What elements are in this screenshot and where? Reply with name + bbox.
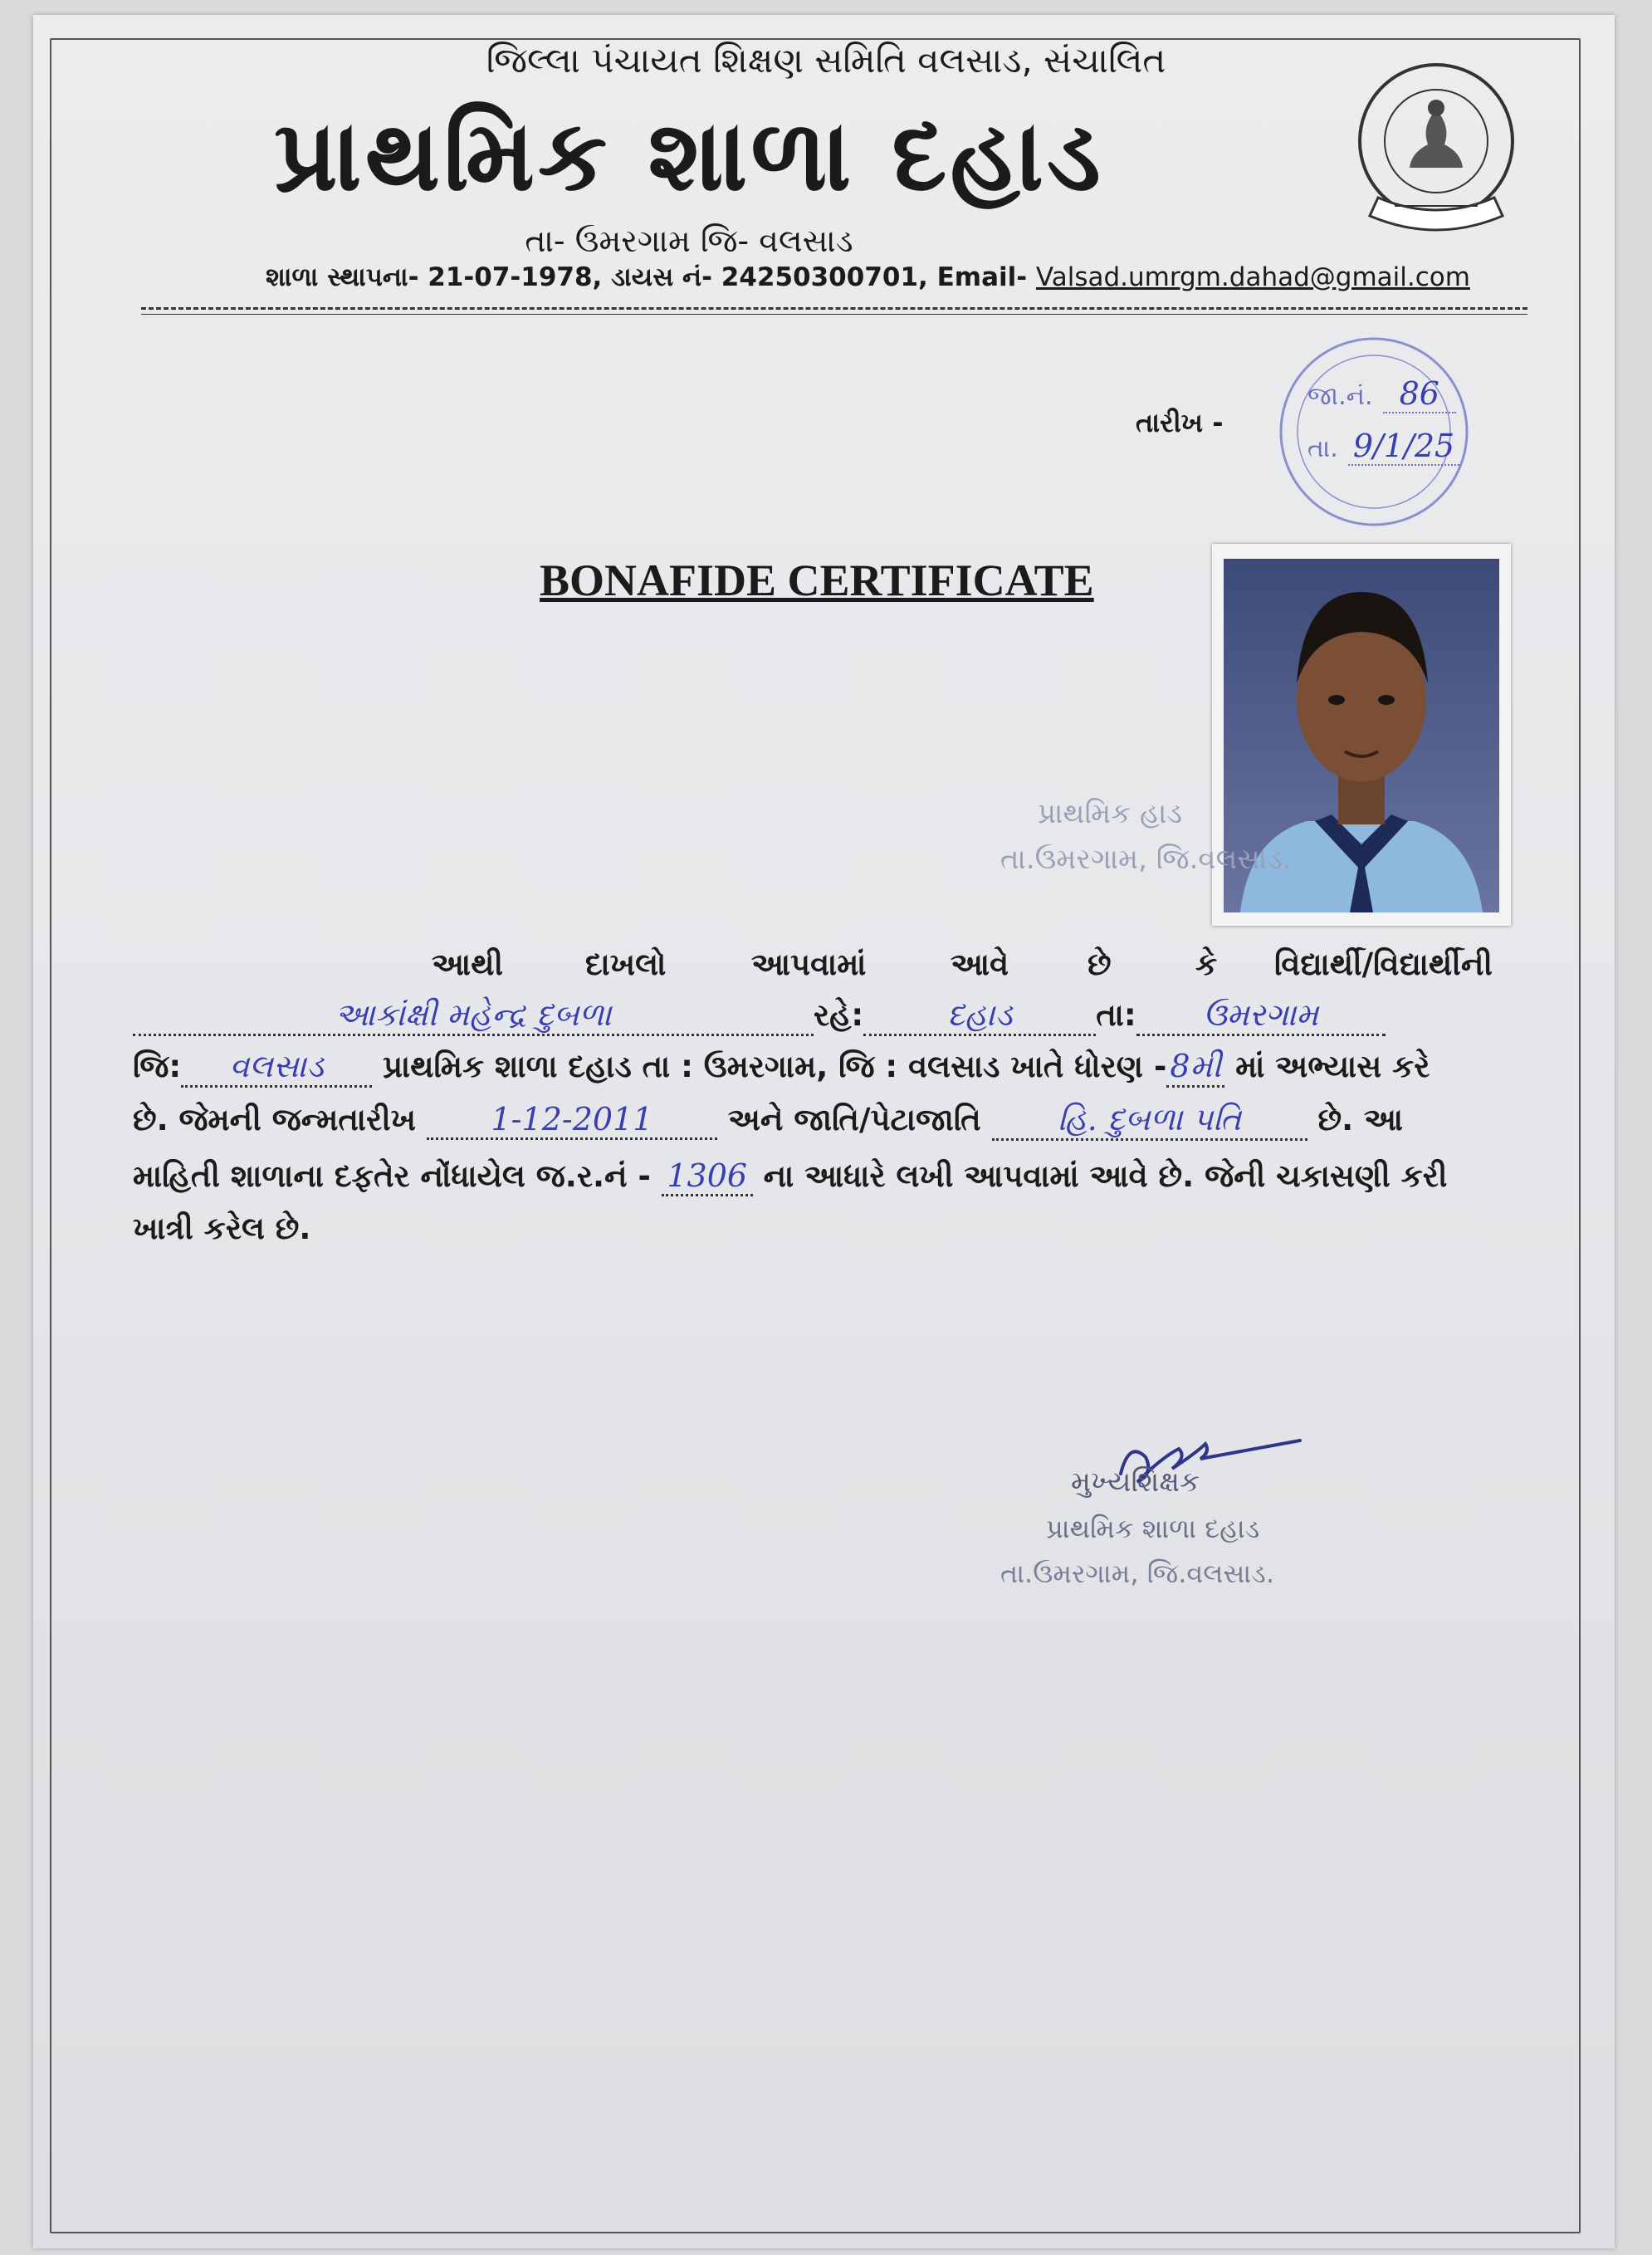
signature-school: પ્રાથમિક શાળા દહાડ <box>1046 1513 1260 1544</box>
school-email: Valsad.umrgm.dahad@gmail.com <box>1035 262 1470 292</box>
inward-number-value: 86 <box>1383 375 1456 413</box>
final-line: ખાત્રી કરેલ છે. <box>133 1211 311 1246</box>
gr-number: 1306 <box>667 1157 748 1194</box>
faded-stamp-line1: પ્રાથમિક હાડ <box>1038 797 1183 830</box>
dob-prefix: છે. જેમની જન્મતારીખ <box>133 1102 417 1137</box>
standard: 8મી <box>1170 1048 1222 1084</box>
taluka: ઉમરગામ <box>1203 996 1319 1033</box>
inward-number-label: જા.નં. <box>1307 382 1373 411</box>
inward-date <box>1307 428 1459 464</box>
taluka-field <box>1136 996 1386 1036</box>
taluka-label: તા: <box>1096 997 1136 1033</box>
body-word: કે <box>1195 947 1218 982</box>
caste-suffix: છે. આ <box>1317 1102 1404 1137</box>
body-line-5 <box>133 1157 1536 1196</box>
header-divider-thin <box>141 314 1527 315</box>
district: વલસાડ <box>229 1048 324 1084</box>
school-text: પ્રાથમિક શાળા દહાડ તા : ઉમરગામ, જિ : વલસાડ ખાતે ધોરણ - <box>383 1049 1167 1084</box>
study-text: માં અભ્યાસ કરે <box>1235 1049 1430 1084</box>
body-word: આવે <box>951 947 1009 982</box>
inward-date-label: તા. <box>1307 434 1338 463</box>
body-line-2 <box>133 996 1536 1036</box>
body-line-6 <box>133 1211 1536 1247</box>
student-name: આકાંક્ષી મહેન્દ્ર દુબળા <box>335 996 612 1033</box>
caste-field <box>992 1101 1307 1141</box>
body-word: વિદ્યાર્થી/વિદ્યાર્થીની <box>1274 947 1493 982</box>
signature-taluka: તા.ઉમરગામ, જિ.વલસાડ. <box>1000 1558 1274 1589</box>
school-details-text: શાળા સ્થાપના- 21-07-1978, ડાયસ નં- 24250300701, Email- <box>266 262 1036 292</box>
header-divider <box>141 307 1527 310</box>
body-line-4 <box>133 1101 1536 1141</box>
district-field <box>181 1048 372 1088</box>
school-seal-logo <box>1345 58 1527 241</box>
reside-label: રહે: <box>814 997 864 1033</box>
body-word: છે <box>1087 947 1112 982</box>
caste-label: અને જાતિ/પેટાજાતિ <box>727 1102 981 1137</box>
body-word: આપવામાં <box>751 947 867 982</box>
dob: 1-12-2011 <box>491 1101 653 1137</box>
header-managing-body: જિલ્લા પંચાયત શિક્ષણ સમિતિ વલસાડ, સંચાલિત <box>486 40 1166 81</box>
inward-date-value: 9/1/25 <box>1348 428 1459 466</box>
gr-number-field <box>662 1157 753 1196</box>
school-details <box>266 262 1470 293</box>
record-prefix: માહિતી શાળાના દફતેર નોંધાયેલ જ.ર.નં - <box>133 1158 651 1194</box>
student-name-field <box>133 996 814 1036</box>
school-name: પ્રાથમિક શાળા દહાડ <box>274 98 1104 213</box>
certificate-title: BONAFIDE CERTIFICATE <box>540 555 1094 605</box>
inward-number <box>1307 375 1456 412</box>
body-word: દાખલો <box>585 947 667 982</box>
dob-field <box>427 1101 717 1140</box>
village: દહાડ <box>947 996 1013 1033</box>
school-address: તા- ઉમરગામ જિ- વલસાડ <box>525 223 853 259</box>
faded-stamp-line2: તા.ઉમરગામ, જિ.વલસાડ. <box>1000 843 1292 876</box>
record-suffix: ના આધારે લખી આપવામાં આવે છે. જેની ચકાસણી કરી <box>763 1158 1448 1194</box>
village-field <box>863 996 1096 1036</box>
signature-title: મુખ્યશિક્ષક <box>1071 1465 1200 1499</box>
standard-field <box>1166 1048 1224 1088</box>
date-label: તારીખ - <box>1136 407 1224 438</box>
body-word: આથી <box>432 947 504 982</box>
district-label: જિ: <box>133 1049 182 1084</box>
body-line-3 <box>133 1048 1536 1088</box>
caste: હિ. દુબળા પતિ <box>1058 1101 1242 1137</box>
